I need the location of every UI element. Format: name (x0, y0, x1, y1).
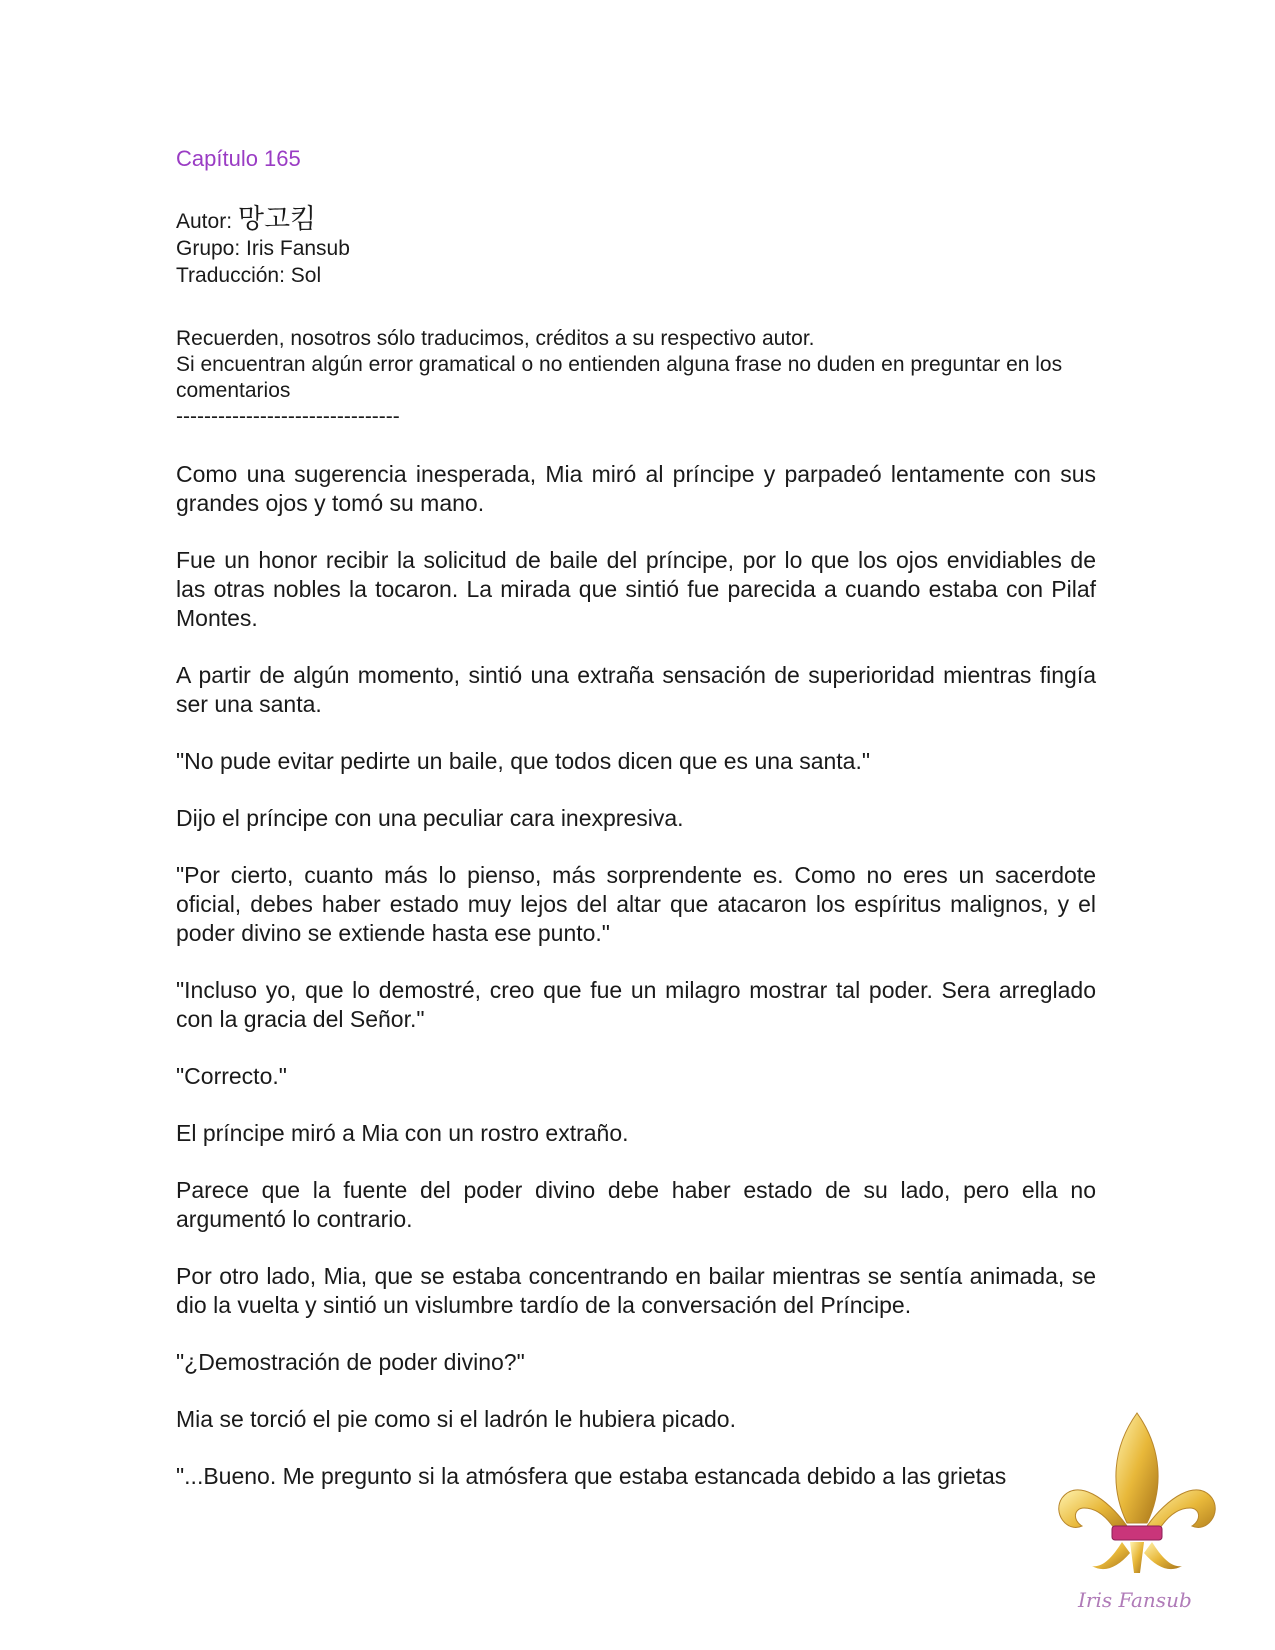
separator-line: -------------------------------- (176, 405, 400, 428)
author-name: 망고킴 (237, 204, 317, 235)
watermark-caption: Iris Fansub (1078, 1588, 1192, 1612)
paragraph: Como una sugerencia inesperada, Mia miró al príncipe y parpadeó lentamente con sus grandes ojos y tomó su mano. (176, 461, 1096, 516)
notice-line-1: Recuerden, nosotros sólo traducimos, créditos a su respectivo autor. (176, 327, 815, 350)
paragraph: Dijo el príncipe con una peculiar cara inexpresiva. (176, 805, 684, 831)
paragraph: A partir de algún momento, sintió una extraña sensación de superioridad mientras fingía ser una santa. (176, 662, 1096, 717)
author-line (176, 206, 350, 235)
paragraph: Fue un honor recibir la solicitud de baile del príncipe, por lo que los ojos envidiables de las otras nobles la tocaron. La mirada que sintió fue parecida a cuando estaba con Pilaf Montes. (176, 547, 1096, 631)
paragraph: "Incluso yo, que lo demostré, creo que fue un milagro mostrar tal poder. Sera arreglado con la gracia del Señor." (176, 977, 1096, 1032)
paragraph: Parece que la fuente del poder divino debe haber estado de su lado, pero ella no argumentó lo contrario. (176, 1177, 1096, 1232)
paragraph: El príncipe miró a Mia con un rostro extraño. (176, 1120, 629, 1146)
paragraph: "No pude evitar pedirte un baile, que todos dicen que es una santa." (176, 748, 871, 774)
translation-line: Traducción: Sol (176, 264, 322, 287)
story-body (176, 460, 1096, 1519)
credits-block (176, 206, 350, 289)
paragraph: "Correcto." (176, 1063, 287, 1089)
notice-line-2: Si encuentran algún error gramatical o no entienden alguna frase no duden en preguntar en los comentarios (176, 353, 1063, 402)
paragraph: "...Bueno. Me pregunto si la atmósfera que estaba estancada debido a las grietas (176, 1463, 1007, 1489)
paragraph: "¿Demostración de poder divino?" (176, 1349, 525, 1375)
paragraph: Por otro lado, Mia, que se estaba concentrando en bailar mientras se sentía animada, se dio la vuelta y sintió un vislumbre tardío de la conversación del Príncipe. (176, 1263, 1096, 1318)
author-label: Autor: (176, 210, 238, 233)
notice-block (176, 326, 1096, 430)
chapter-title: Capítulo 165 (176, 146, 301, 171)
paragraph: Mia se torció el pie como si el ladrón le hubiera picado. (176, 1406, 736, 1432)
group-line: Grupo: Iris Fansub (176, 237, 350, 260)
paragraph: "Por cierto, cuanto más lo pienso, más sorprendente es. Como no eres un sacerdote oficial, debes haber estado muy lejos del altar que atacaron los espíritus malignos, y el poder divino se extiende hasta ese punto." (176, 862, 1096, 946)
